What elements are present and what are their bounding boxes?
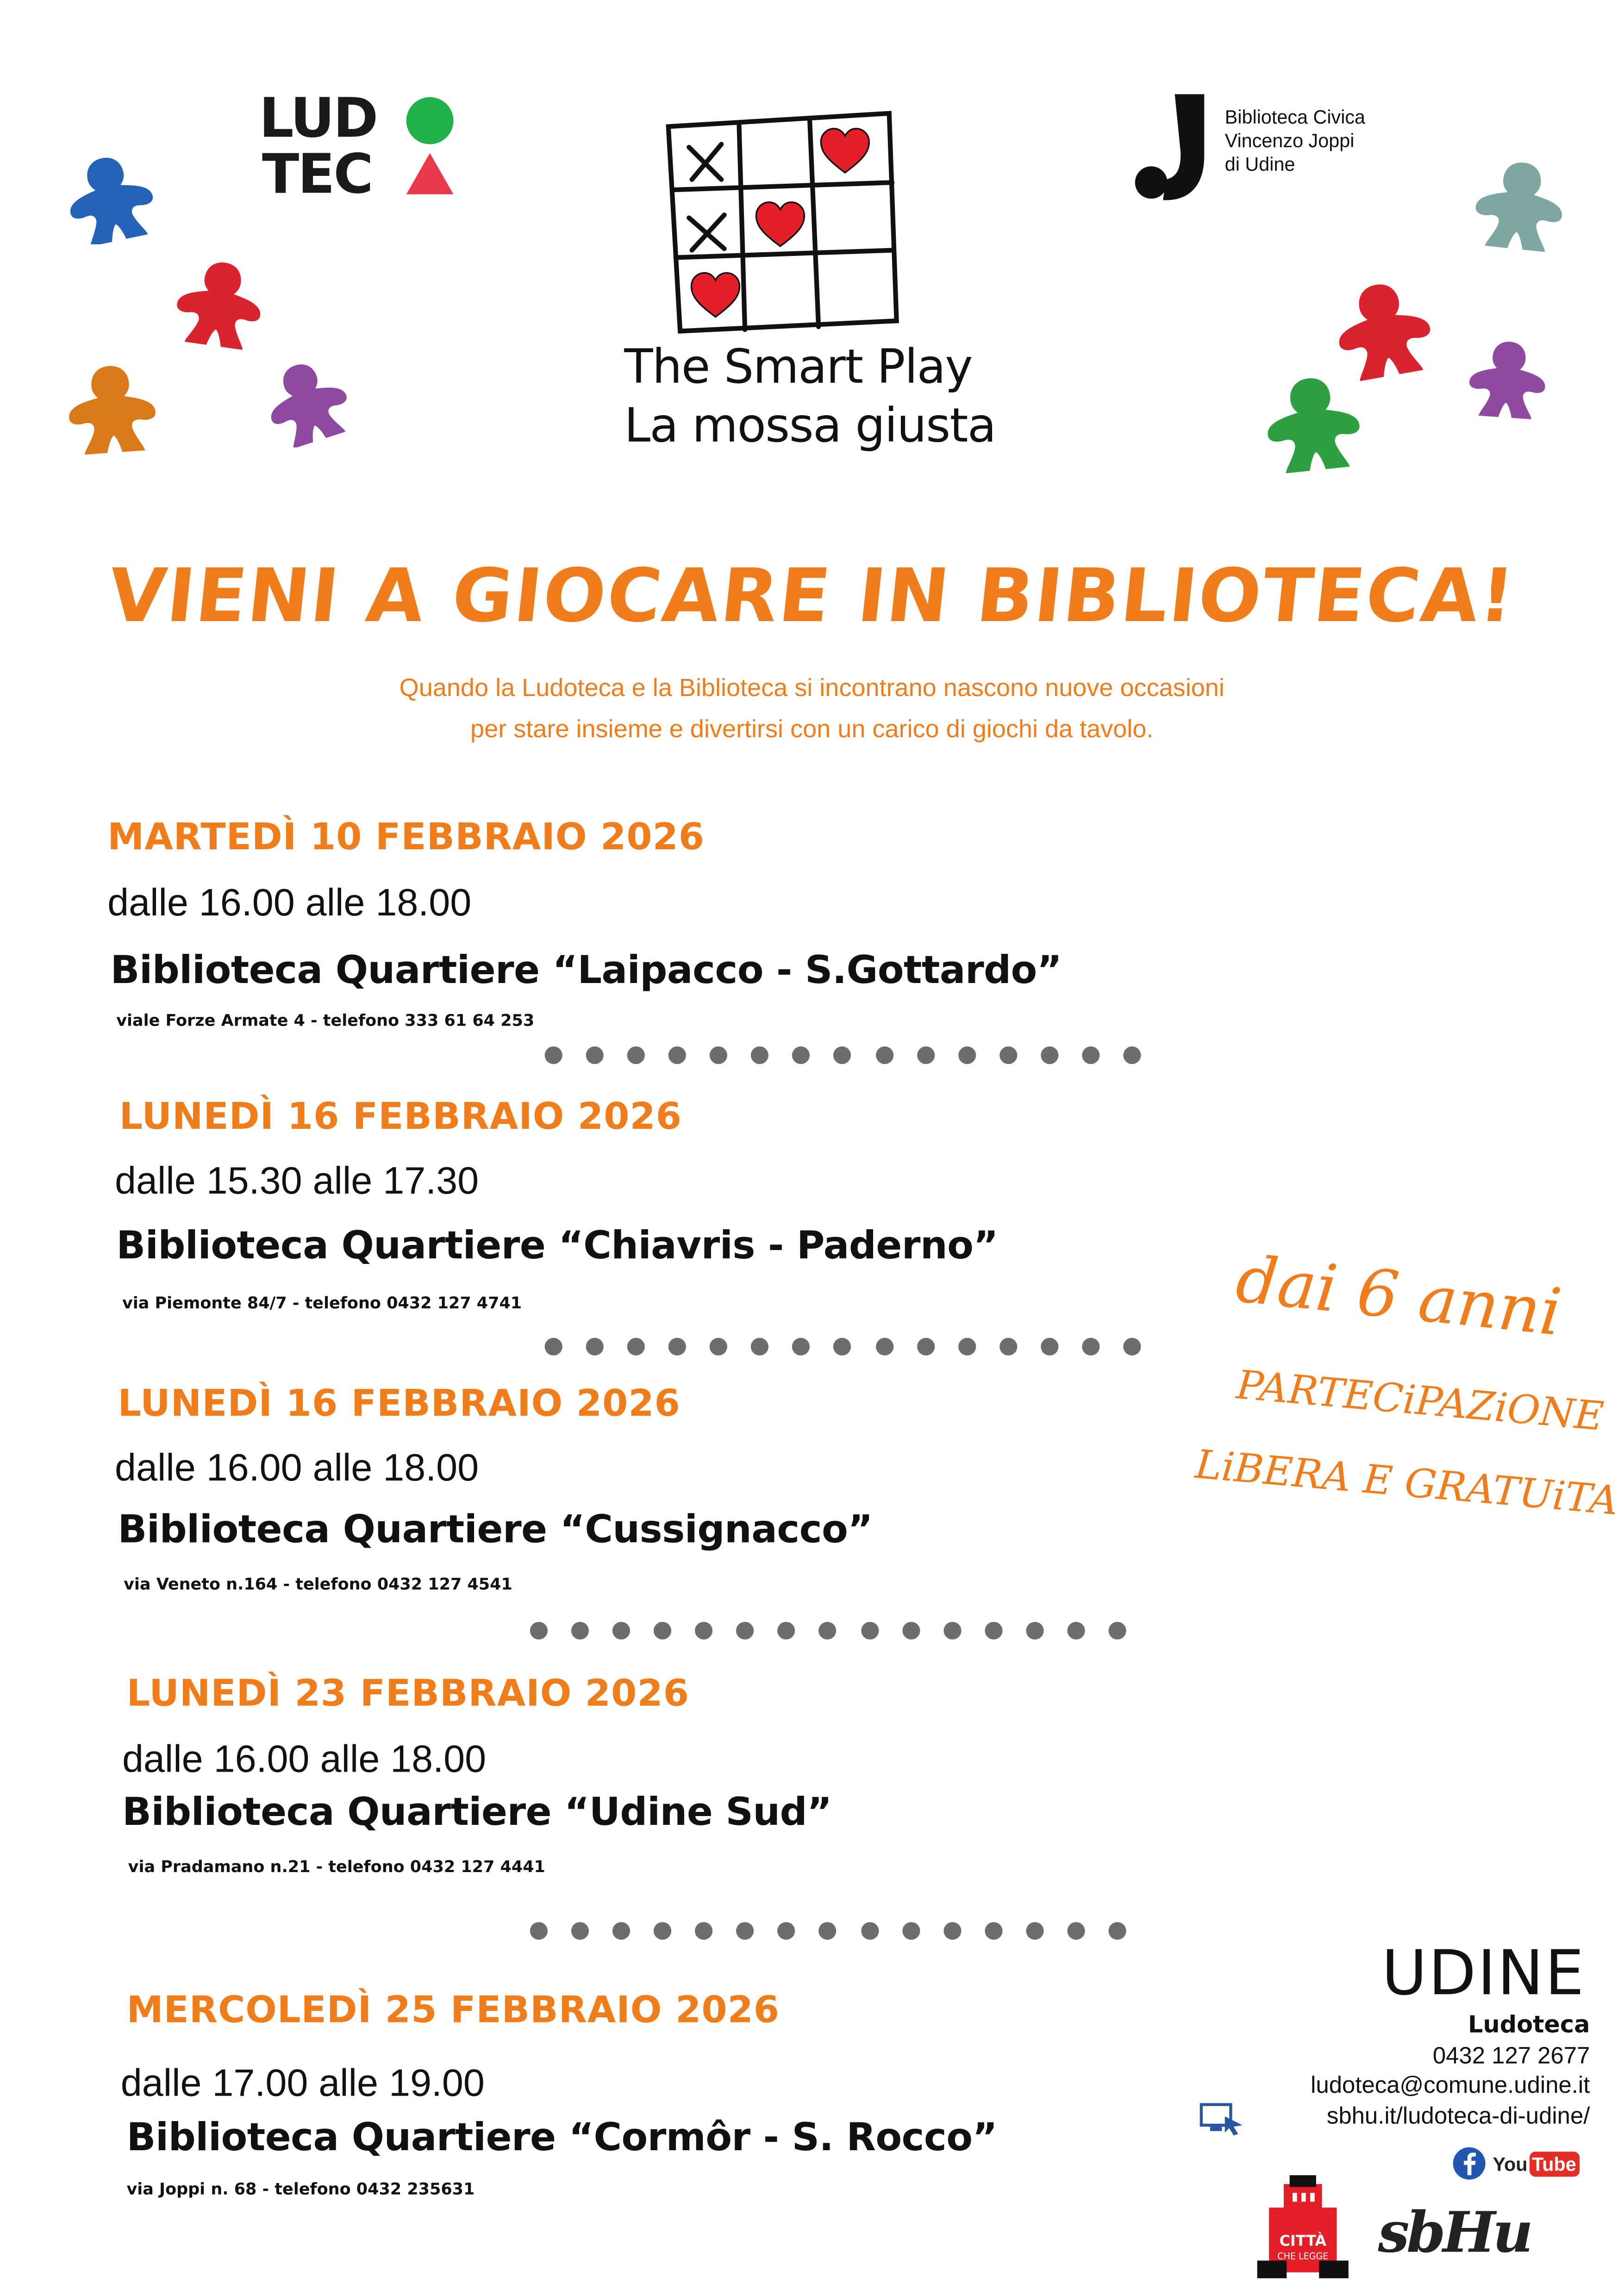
intro-line-1: Quando la Ludoteca e la Biblioteca si incontrano nascono nuove occasioni <box>399 674 1224 702</box>
ludoteca-logo-line1: LUD <box>259 87 377 150</box>
ludoteca-logo-line2: TEC <box>262 143 372 206</box>
meeple-icon <box>174 259 271 350</box>
event-address: via Veneto n.164 - telefono 0432 127 4541 <box>124 1574 512 1594</box>
event-location: Biblioteca Quartiere “Cussignacco” <box>118 1508 873 1553</box>
event-address: via Piemonte 84/7 - telefono 0432 127 4741 <box>122 1294 522 1313</box>
youtube-icon[interactable]: You Tube <box>1493 2147 1580 2180</box>
biblioteca-civica-logo <box>1134 88 1428 206</box>
tic-tac-toe-icon <box>656 106 901 338</box>
meeple-icon <box>65 153 162 244</box>
dotted-divider <box>545 1336 1141 1357</box>
sbhu-logo: sbHu <box>1378 2198 1530 2265</box>
contact-office: Ludoteca <box>1468 2010 1590 2039</box>
page-title: VIENI A GIOCARE IN BIBLIOTECA! <box>104 553 1520 639</box>
meeple-icon <box>1263 374 1369 477</box>
citta-logo-subtext: CHE LEGGE <box>1277 2252 1329 2262</box>
event-address: via Joppi n. 68 - telefono 0432 235631 <box>126 2179 475 2199</box>
computer-icon <box>1199 2102 1246 2137</box>
biblioteca-logo-line3: di Udine <box>1224 153 1295 175</box>
citta-logo-text: CITTÀ <box>1279 2234 1327 2251</box>
dotted-divider <box>530 1620 1126 1641</box>
participation-line-2: LiBERA E GRATUiTA <box>1193 1442 1620 1525</box>
ludoteca-logo <box>259 87 465 209</box>
meeple-icon <box>1466 338 1551 423</box>
event-time: dalle 16.00 alle 18.00 <box>115 1445 479 1490</box>
smart-play-title: The Smart Play <box>624 338 973 395</box>
event-time: dalle 16.00 alle 18.00 <box>107 880 472 925</box>
event-time: dalle 15.30 alle 17.30 <box>115 1158 479 1203</box>
event-time: dalle 17.00 alle 19.00 <box>120 2060 485 2105</box>
event-date: LUNEDÌ 16 FEBBRAIO 2026 <box>118 1382 681 1425</box>
intro-line-2: per stare insieme e divertirsi con un carico di giochi da tavolo. <box>470 715 1154 743</box>
biblioteca-logo-line2: Vincenzo Joppi <box>1224 129 1355 152</box>
facebook-icon[interactable] <box>1451 2146 1487 2181</box>
event-date: LUNEDÌ 23 FEBBRAIO 2026 <box>126 1672 689 1715</box>
citta-che-legge-logo <box>1254 2172 1351 2284</box>
meeple-icon <box>265 359 356 448</box>
meeple-icon <box>1334 280 1440 383</box>
age-note: dai 6 anni <box>1232 1242 1565 1351</box>
event-time: dalle 16.00 alle 18.00 <box>122 1736 487 1781</box>
event-location: Biblioteca Quartiere “Chiavris - Paderno” <box>116 1224 998 1269</box>
meeple-icon <box>1472 159 1572 256</box>
event-date: MARTEDÌ 10 FEBBRAIO 2026 <box>107 815 705 858</box>
event-date: LUNEDÌ 16 FEBBRAIO 2026 <box>119 1095 682 1138</box>
joppi-logo-icon <box>1134 88 1210 203</box>
contact-website[interactable]: sbhu.it/ludoteca-di-udine/ <box>1326 2104 1590 2130</box>
meeple-icon <box>65 362 162 456</box>
udine-logo: UDINE <box>1381 1936 1586 2009</box>
event-location: Biblioteca Quartiere “Cormôr - S. Rocco” <box>126 2116 998 2161</box>
dotted-divider <box>530 1921 1126 1941</box>
biblioteca-logo-line1: Biblioteca Civica <box>1224 106 1366 128</box>
event-address: viale Forze Armate 4 - telefono 333 61 64 253 <box>116 1011 535 1030</box>
ludoteca-circle-icon <box>406 97 454 144</box>
ludoteca-triangle-icon <box>403 150 456 197</box>
contact-email[interactable]: ludoteca@comune.udine.it <box>1311 2073 1590 2099</box>
event-date: MERCOLEDÌ 25 FEBBRAIO 2026 <box>126 1988 780 2031</box>
event-location: Biblioteca Quartiere “Laipacco - S.Gottardo” <box>110 949 1062 994</box>
contact-phone: 0432 127 2677 <box>1432 2044 1590 2070</box>
event-location: Biblioteca Quartiere “Udine Sud” <box>122 1791 832 1836</box>
dotted-divider <box>545 1045 1141 1066</box>
smart-play-subtitle: La mossa giusta <box>624 397 996 454</box>
participation-line-1: PARTECiPAZiONE <box>1234 1363 1605 1441</box>
event-address: via Pradamano n.21 - telefono 0432 127 4441 <box>128 1857 545 1877</box>
